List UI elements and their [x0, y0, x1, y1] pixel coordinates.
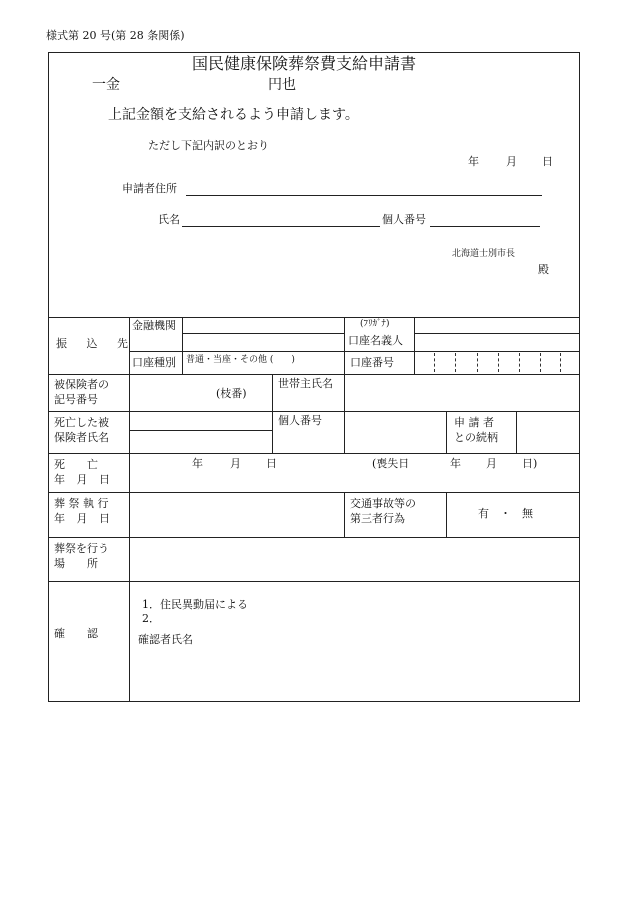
row-divider [48, 411, 580, 412]
death-day-label: 日 [266, 457, 277, 470]
account-digit-divider [434, 353, 435, 372]
loss-month-label: 月 [486, 457, 497, 470]
funeral-date-label-line1: 葬 祭 執 行 [54, 497, 109, 510]
breakdown-note: ただし下記内訳のとおり [148, 139, 269, 152]
column-divider [414, 317, 415, 374]
applicant-personal-number-label: 個人番号 [382, 213, 426, 226]
date-year-label: 年 [468, 155, 479, 168]
row-divider [48, 453, 580, 454]
funeral-place-label-line2: 場 所 [54, 557, 98, 570]
date-month-label: 月 [506, 155, 517, 168]
third-party-yes-no[interactable]: 有 ・ 無 [478, 507, 533, 520]
deceased-personal-number-label: 個人番号 [278, 414, 322, 427]
loss-date-label: (喪失日 [372, 457, 410, 470]
deceased-name-label-line1: 死亡した被 [54, 416, 109, 429]
account-digit-divider [560, 353, 561, 372]
row-divider [48, 492, 580, 493]
death-date-label [54, 457, 128, 487]
date-day-label: 日 [542, 155, 553, 168]
form-number: 様式第 20 号(第 28 条関係) [46, 29, 185, 42]
applicant-name-label: 氏名 [158, 213, 180, 226]
funeral-date-label [54, 496, 128, 526]
amount-prefix: 一金 [92, 77, 120, 93]
confirmation-item-1: 1．住民異動届による [142, 598, 248, 611]
account-digit-divider [540, 353, 541, 372]
column-divider [344, 411, 345, 453]
column-divider [182, 317, 183, 374]
account-digit-divider [455, 353, 456, 372]
funeral-place-label [54, 541, 128, 571]
third-party-label [350, 496, 444, 526]
applicant-address-field[interactable] [186, 195, 542, 196]
account-digit-divider [477, 353, 478, 372]
insured-number-label-line1: 被保険者の [54, 378, 109, 391]
confirmation-item-2: 2． [142, 612, 160, 625]
loss-day-label: 日) [522, 457, 538, 470]
row-divider [414, 333, 580, 334]
request-statement: 上記金額を支給されるよう申請します。 [108, 107, 359, 123]
account-holder-label: 口座名義人 [348, 334, 403, 347]
confirmation-label: 確 認 [54, 627, 98, 640]
relation-label [454, 415, 516, 445]
account-digit-divider [519, 353, 520, 372]
row-divider [48, 374, 580, 375]
confirmer-name-label: 確認者氏名 [138, 633, 193, 646]
loss-year-label: 年 [450, 457, 461, 470]
row-divider [48, 581, 580, 582]
row-divider [129, 351, 580, 352]
insured-number-label [54, 377, 128, 407]
column-divider [129, 317, 130, 702]
column-divider [446, 411, 447, 453]
row-divider [48, 537, 580, 538]
applicant-name-field[interactable] [182, 226, 380, 227]
furigana-label: (ﾌﾘｶﾞﾅ) [360, 319, 390, 329]
relation-label-line1: 申 請 者 [454, 416, 494, 429]
death-year-label: 年 [192, 457, 203, 470]
column-divider [272, 374, 273, 453]
account-number-label: 口座番号 [350, 356, 394, 369]
death-month-label: 月 [230, 457, 241, 470]
column-divider [516, 411, 517, 453]
amount-unit: 円也 [268, 77, 296, 93]
applicant-personal-number-field[interactable] [430, 226, 540, 227]
row-divider [48, 317, 580, 318]
account-digit-divider [498, 353, 499, 372]
applicant-address-label: 申請者住所 [122, 182, 177, 195]
recipient-honorific: 殿 [538, 263, 549, 276]
branch-number-label: (枝番) [216, 387, 247, 400]
third-party-label-line2: 第三者行為 [350, 512, 405, 525]
column-divider [344, 317, 345, 374]
third-party-label-line1: 交通事故等の [350, 497, 416, 510]
bank-label: 金融機関 [132, 319, 176, 332]
relation-label-line2: との続柄 [454, 431, 498, 444]
column-divider [446, 492, 447, 537]
household-head-label: 世帯主氏名 [278, 377, 333, 390]
transfer-label: 振 込 先 [56, 337, 136, 350]
funeral-place-label-line1: 葬祭を行う [54, 542, 109, 555]
death-date-label-line1: 死 亡 [54, 458, 98, 471]
insured-number-label-line2: 記号番号 [54, 393, 98, 406]
deceased-name-label-line2: 保険者氏名 [54, 431, 109, 444]
funeral-date-label-line2: 年 月 日 [54, 512, 114, 525]
row-divider [129, 430, 272, 431]
recipient-mayor: 北海道士別市長 [452, 249, 516, 259]
column-divider [344, 374, 345, 411]
column-divider [344, 492, 345, 537]
account-type-options[interactable]: 普通・当座・その他 ( ) [186, 355, 295, 365]
row-divider [182, 333, 344, 334]
account-type-label: 口座種別 [132, 356, 176, 369]
form-title: 国民健康保険葬祭費支給申請書 [192, 54, 417, 73]
deceased-name-label [54, 415, 128, 445]
death-date-label-line2: 年 月 日 [54, 473, 114, 486]
